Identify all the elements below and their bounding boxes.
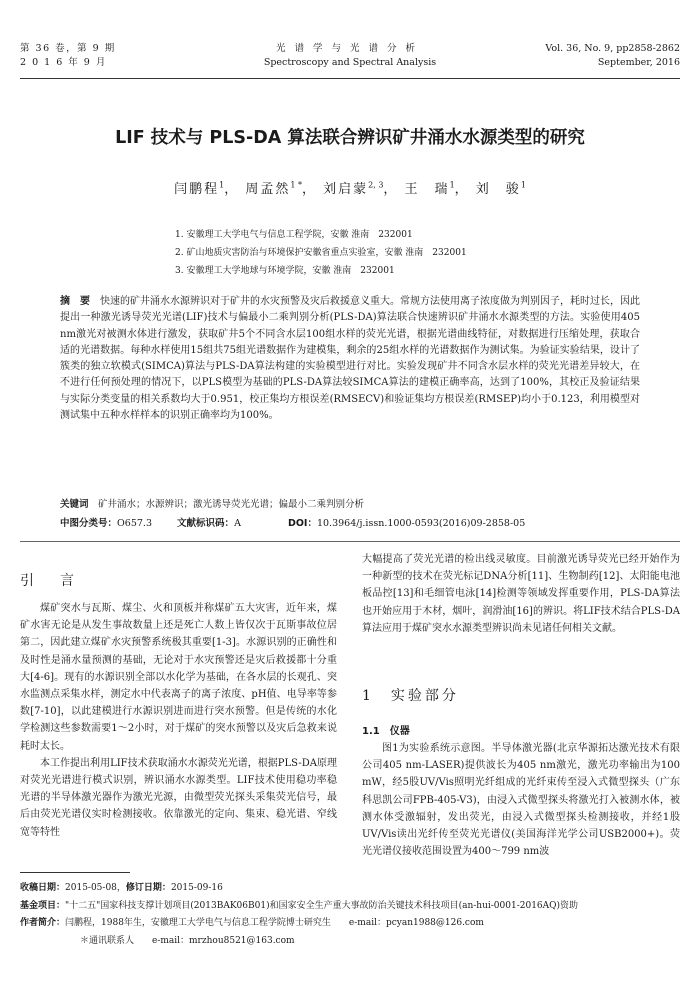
doi-value: 10.3964/j.issn.1000-0593(2016)09-2858-05 (316, 518, 526, 529)
abstract-text: 快速的矿井涌水水源辨识对于矿井的水灾预警及灾后救援意义重大。常规方法使用离子浓度做为判别因子，耗时过长，因此提出一种激光诱导荧光光谱(LIF)技术与偏最小二乘判别分析(PLS-DA)算法联合快速辨识矿井涌水水源类型的方法。实验使用405 nm激光对被测水体进行激发，获取矿井5个不同含水层100组水样的荧光光谱，根据光谱曲线特征，对数据进行压缩处理，获取合适的光谱数据。每种水样使用15组共75组光谱数据作为建模集，剩余的25组水样的光谱数据作为测试集。为验证实验结果，设计了簇类的独立软模式(SIMCA)算法与PLS-DA算法构建的实验模型进行对比。实验发现矿井不同含水层水样的荧光光谱差异较大，在不进行任何预处理的情况下，以PLS模型为基础的PLS-DA算法较SIMCA算法的建模正确率高，达到了100%，其校正及验证结果与实际分类变量的相关系数均大于0.951，校正集均方根误差(RMSECV)和验证集均方根误差(RMSEP)均小于0.123，利用模型对测试集中五种水样样本的识别正确率均为100%。 (60, 296, 640, 422)
affiliation: 1. 安徽理工大学电气与信息工程学院，安徽 淮南 232001 (175, 230, 413, 240)
author: 王 瑞$^1$ (404, 180, 455, 197)
affiliations (175, 226, 467, 280)
doc-code-label: 文献标识码： (177, 518, 235, 529)
abstract-label: 摘 要 (60, 296, 90, 307)
journal-name-cn: 光谱学与光谱分析 (275, 43, 424, 54)
footnotes (20, 880, 690, 950)
volume-issue: 第 36 卷，第 9 期 (20, 43, 116, 54)
author-bio-line (20, 915, 690, 933)
author-bio-label: 作者简介： (20, 918, 66, 928)
date-en: September, 2016 (597, 57, 680, 68)
paragraph: 图1为实验系统示意图。半导体激光器(北京华源拓达激光技术有限公司405 nm-LASER)提供波长为405 nm激光，激光功率输出为100 mW，经5股UV/Vis照明光纤组成的光纤束传至浸入式微型探头（广东科思凯公司FPB-405-V3)，由浸入式微型探头将激光打入被测水体，被测水体受激辐射，发出荧光，由浸入式微型探头检测接收，并经1股UV/Vis读出光纤传至荧光光谱仪(美国海洋光学公司USB2000+)。荧光光谱仪接收范围设置为400～799 nm波 (362, 743, 680, 858)
clc-value: O657.3 (117, 518, 153, 529)
received-date: 2015-05-08， (65, 883, 126, 893)
right-column-lower (362, 740, 680, 860)
keywords (60, 498, 364, 512)
keywords-text: 矿井涌水；水源辨识；激光诱导荧光光谱；偏最小二乘判别分析 (98, 499, 365, 510)
right-column (362, 551, 680, 637)
issue-date: 2 0 1 6 年 9 月 (20, 57, 107, 68)
volume-pages (545, 42, 680, 70)
keywords-label: 关键词 (60, 499, 89, 510)
footnote-rule (20, 872, 130, 873)
corresponding-author: ＊通讯联系人 e-mail：mrzhou8521@163.com (80, 935, 295, 946)
subsection-heading: 1.1 仪器 (362, 726, 410, 737)
abstract (60, 294, 640, 424)
author: 刘启蒙$^{2, 3}$ (323, 180, 384, 197)
doc-code-value: A (234, 518, 241, 529)
paper-title: LIF 技术与 PLS-DA 算法联合辨识矿井涌水水源类型的研究 (115, 128, 585, 148)
affiliation: 3. 安徽理工大学地球与环境学院，安徽 淮南 232001 (175, 266, 395, 276)
journal-name-en: Spectroscopy and Spectral Analysis (263, 57, 437, 68)
received-label: 收稿日期： (20, 883, 66, 893)
running-head (20, 42, 680, 78)
dates-line (20, 880, 690, 898)
author: 刘 骏$^1$ (475, 180, 526, 197)
fund-line (20, 898, 690, 916)
paragraph: 煤矿突水与瓦斯、煤尘、火和顶板并称煤矿五大灾害，近年来，煤矿水害无论是从发生事故数量上还是死亡人数上皆仅次于瓦斯事故位居第二，因此建立煤矿水灾预警系统极其重要[1-3]。水源识别的正确性和及时性是涌水量预测的基础，无论对于水灾预警还是灾后救援都十分重大[4-6]。现有的水源识别全部以水化学为基础，在各水层的长观孔、突水监测点采集水样，测定水中代表离子的离子浓度、pH值、电导率等参数[7-10]，以此建模进行水源识别进而进行突水预警。但是传统的水化学检测这些参数需要1～2小时，对于煤矿的突水预警以及灾后急救来说耗时太长。 (20, 603, 337, 752)
header-rule (20, 78, 680, 79)
revised-date: 2015-09-16 (170, 883, 223, 893)
section-divider (20, 541, 680, 542)
paragraph: 本工作提出利用LIF技术获取涌水水源荧光光谱，根据PLS-DA原理对荧光光谱进行模式识别，辨识涌水水源类型。LIF技术使用稳功率稳光谱的半导体激光器作为激光光源，由微型荧光探头采集荧光信号，最后由荧光光谱仪实时检测接收。依靠激光的定向、集束、稳光谱、窄线宽等特性 (20, 757, 337, 838)
affiliation: 2. 矿山地质灾害防治与环境保护安徽省重点实验室，安徽 淮南 232001 (175, 248, 467, 258)
section-heading: 1 实验部分 (362, 688, 459, 704)
classification-line (60, 517, 525, 531)
author: 周孟然$^{1 *}$ (245, 180, 302, 197)
author: 闫鹏程$^1$ (174, 180, 225, 197)
author-list: 闫鹏程$^1$， 周孟然$^{1 *}$， 刘启蒙$^{2, 3}$， 王 瑞$^1$， 刘 骏$^1$ (174, 180, 526, 197)
left-column (20, 600, 337, 841)
vol-pages-en: Vol. 36, No. 9, pp2858-2862 (545, 43, 680, 54)
doi-label: DOI： (287, 518, 317, 529)
author-bio-text: 闫鹏程，1988年生，安徽理工大学电气与信息工程学院博士研究生 e-mail：pcyan1988@126.com (65, 918, 484, 928)
revised-label: 修订日期： (125, 883, 171, 893)
clc-label: 中图分类号： (60, 518, 118, 529)
fund-label: 基金项目： (20, 900, 66, 911)
intro-heading: 引 言 (20, 573, 80, 589)
paragraph: 大幅提高了荧光光谱的检出线灵敏度。目前激光诱导荧光已经开始作为一种新型的技术在荧光标记DNA分析[11]、生物制药[12]、太阳能电池板品控[13]和毛细管电泳[14]检测等领域发挥重要作用，PLS-DA算法也开始应用于木材，烟叶，润滑油[16]的辨识。将LIF技术结合PLS-DA算法应用于煤矿突水水源类型辨识尚未见诸任何相关文献。 (362, 554, 680, 634)
fund-text: "十二五"国家科技支撑计划项目(2013BAK06B01)和国家安全生产重大事故防治关键技术科技项目(an-hui-0001-2016AQ)资助 (65, 900, 579, 911)
